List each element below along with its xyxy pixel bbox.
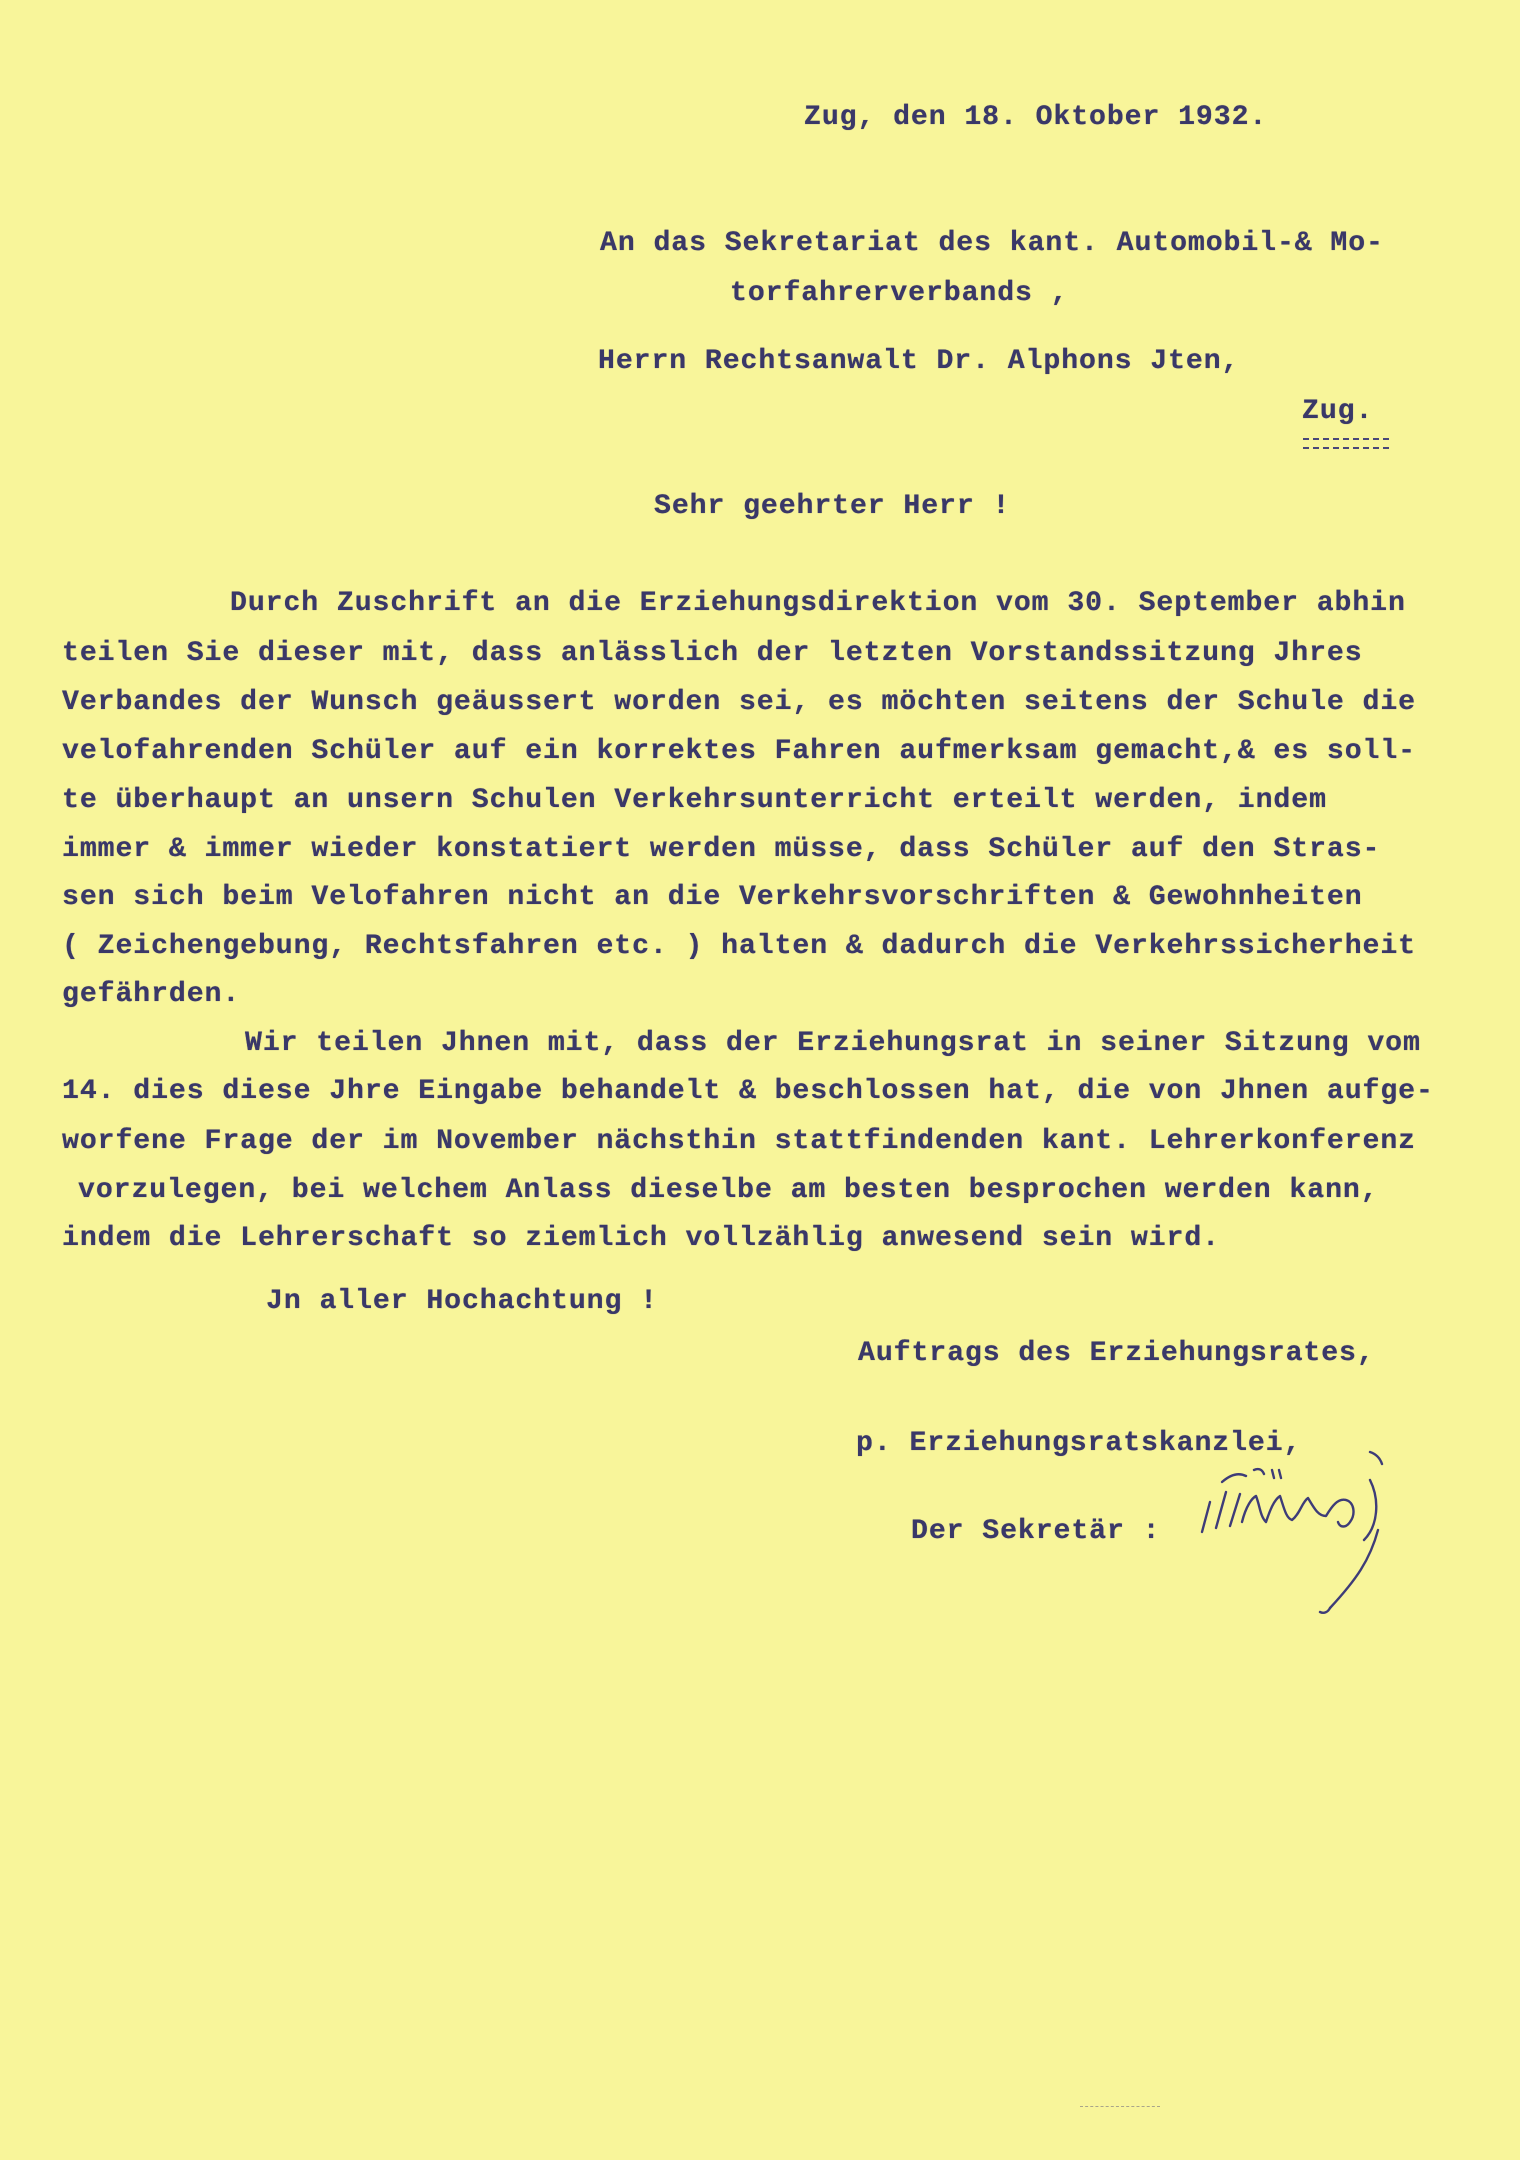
city-double-underline bbox=[1303, 438, 1389, 449]
recipient-line-2: torfahrerverbands , bbox=[730, 278, 1069, 309]
body-line: te überhaupt an unsern Schulen Verkehrsunterricht erteilt werden, indem bbox=[62, 785, 1327, 816]
recipient-line-3: Herrn Rechtsanwalt Dr. Alphons Jten, bbox=[598, 346, 1240, 377]
body-line: velofahrenden Schüler auf ein korrektes Fahren aufmerksam gemacht,& es soll- bbox=[62, 736, 1416, 767]
recipient-city: Zug. bbox=[1302, 396, 1374, 427]
signature-line-3: Der Sekretär : bbox=[911, 1516, 1161, 1547]
body-line: vorzulegen, bei welchem Anlass dieselbe am besten besprochen werden kann, bbox=[78, 1175, 1379, 1206]
body-line: Wir teilen Jhnen mit, dass der Erziehungsrat in seiner Sitzung vom bbox=[245, 1028, 1421, 1059]
handwritten-signature bbox=[1180, 1440, 1405, 1630]
body-line: immer & immer wieder konstatiert werden müsse, dass Schüler auf den Stras- bbox=[62, 834, 1381, 865]
page-fold-mark bbox=[1080, 2106, 1160, 2107]
body-line: sen sich beim Velofahren nicht an die Verkehrsvorschriften & Gewohnheiten bbox=[62, 882, 1363, 913]
body-line: teilen Sie dieser mit, dass anlässlich der letzten Vorstandssitzung Jhres bbox=[62, 638, 1363, 669]
body-line: 14. dies diese Jhre Eingabe behandelt & beschlossen hat, die von Jhnen aufge- bbox=[62, 1076, 1434, 1107]
signature-line-2: p. Erziehungsratskanzlei, bbox=[856, 1428, 1302, 1459]
body-line: ( Zeichengebung, Rechtsfahren etc. ) halten & dadurch die Verkehrssicherheit bbox=[62, 931, 1416, 962]
body-line: Verbandes der Wunsch geäussert worden sei, es möchten seitens der Schule die bbox=[62, 687, 1416, 718]
body-line: indem die Lehrerschaft so ziemlich vollzählig anwesend sein wird. bbox=[62, 1223, 1220, 1254]
closing: Jn aller Hochachtung ! bbox=[266, 1286, 658, 1317]
body-line: worfene Frage der im November nächsthin stattfindenden kant. Lehrerkonferenz bbox=[62, 1126, 1416, 1157]
body-line: gefährden. bbox=[62, 979, 241, 1010]
date-line: Zug, den 18. Oktober 1932. bbox=[804, 102, 1268, 133]
salutation: Sehr geehrter Herr ! bbox=[654, 491, 1011, 522]
signature-line-1: Auftrags des Erziehungsrates, bbox=[858, 1338, 1375, 1369]
recipient-line-1: An das Sekretariat des kant. Automobil-& Mo- bbox=[600, 228, 1384, 259]
body-line: Durch Zuschrift an die Erziehungsdirektion vom 30. September abhin bbox=[230, 588, 1406, 619]
